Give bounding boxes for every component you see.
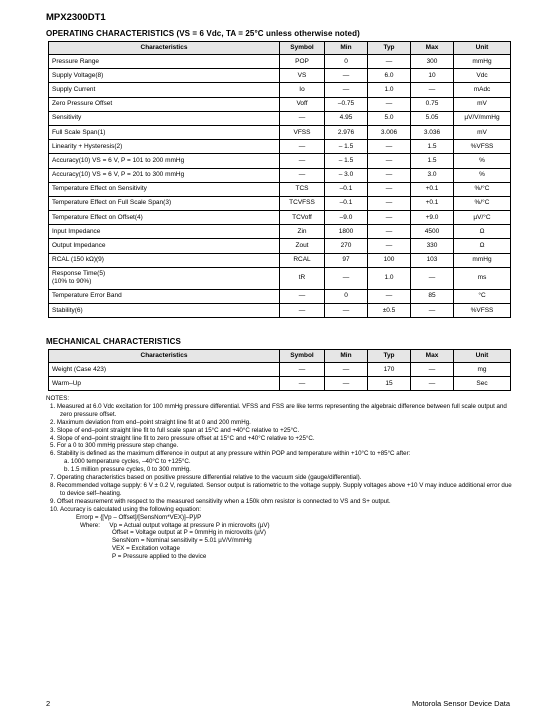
header-typ: Typ <box>368 350 411 363</box>
table-row <box>49 239 511 253</box>
cell-typ: 1.0 <box>368 83 411 97</box>
mechanical-characteristics-table <box>48 349 511 391</box>
cell-max: 4500 <box>411 225 454 239</box>
cell-min: — <box>325 377 368 391</box>
cell-char: Supply Current <box>49 83 280 97</box>
table-row <box>49 182 511 196</box>
cell-char: Input Impedance <box>49 225 280 239</box>
notes-section <box>46 395 516 561</box>
cell-symbol: POP <box>280 55 325 69</box>
cell-typ: 1.0 <box>368 267 411 289</box>
cell-unit: mg <box>454 363 511 377</box>
cell-max: 85 <box>411 289 454 303</box>
table-row <box>49 267 511 289</box>
note-item: 9. Offset measurement with respect to the measured sensitivity when a 150k ohm resistor is connected to VS and S+ output. <box>50 497 391 505</box>
cell-min: — <box>325 83 368 97</box>
cell-typ: — <box>368 154 411 168</box>
cell-max: +0.1 <box>411 182 454 196</box>
cell-min: – 1.5 <box>325 154 368 168</box>
cell-char: Stability(6) <box>49 304 280 318</box>
header-unit: Unit <box>454 350 511 363</box>
cell-symbol: TCS <box>280 182 325 196</box>
header-min: Min <box>325 42 368 55</box>
note-item: 1. Measured at 6.0 Vdc excitation for 100 mmHg pressure differential. VFSS and FSS are like terms representing the algebraic difference between full scale output and zero pressure offset. <box>50 402 507 418</box>
cell-symbol: — <box>280 168 325 182</box>
cell-symbol: tR <box>280 267 325 289</box>
notes-label: NOTES: <box>46 395 70 402</box>
cell-symbol: Io <box>280 83 325 97</box>
header-max: Max <box>411 350 454 363</box>
header-characteristics: Characteristics <box>49 350 280 363</box>
cell-typ: 100 <box>368 253 411 267</box>
cell-char: Supply Voltage(8) <box>49 69 280 83</box>
table-row <box>49 140 511 154</box>
cell-symbol: Zout <box>280 239 325 253</box>
cell-min: – 3.0 <box>325 168 368 182</box>
table-row <box>49 83 511 97</box>
header-symbol: Symbol <box>280 350 325 363</box>
note-sub-item: b. 1.5 million pressure cycles, 0 to 300 mmHg. <box>64 466 191 474</box>
cell-unit: % <box>454 168 511 182</box>
cell-typ: 5.0 <box>368 111 411 125</box>
cell-typ: 15 <box>368 377 411 391</box>
cell-unit: mV <box>454 97 511 111</box>
cell-unit: mmHg <box>454 55 511 69</box>
footer-publisher: Motorola Sensor Device Data <box>412 699 510 708</box>
cell-char: Weight (Case 423) <box>49 363 280 377</box>
table-row <box>49 253 511 267</box>
cell-min: — <box>325 363 368 377</box>
where-label: Where: <box>80 521 100 529</box>
where-definition: VEX = Excitation voltage <box>112 545 180 553</box>
cell-symbol: — <box>280 304 325 318</box>
note-item: 5. For a 0 to 300 mmHg pressure step change. <box>50 442 179 450</box>
page-number: 2 <box>46 699 51 708</box>
cell-symbol: VFSS <box>280 125 325 139</box>
note-item: 8. Recommended voltage supply: 6 V ± 0.2 V, regulated. Sensor output is ratiometric to the voltage supply. Supply voltages above +10 V may induce additional error due to device self–heating. <box>50 481 512 497</box>
cell-max: 1.5 <box>411 140 454 154</box>
cell-max: 0.75 <box>411 97 454 111</box>
cell-unit: Vdc <box>454 69 511 83</box>
cell-unit: µV/°C <box>454 211 511 225</box>
note-item: 3. Slope of end–point straight line fit to full scale span at 15°C and +40°C relative to +25°C. <box>50 426 300 434</box>
cell-char: Temperature Effect on Full Scale Span(3) <box>49 196 280 210</box>
cell-char: Full Scale Span(1) <box>49 125 280 139</box>
table-row <box>49 363 511 377</box>
cell-typ: 3.006 <box>368 125 411 139</box>
cell-min: 4.95 <box>325 111 368 125</box>
cell-typ: — <box>368 97 411 111</box>
cell-min: — <box>325 69 368 83</box>
cell-min: – 1.5 <box>325 140 368 154</box>
cell-symbol: Voff <box>280 97 325 111</box>
equation-where-first <box>46 522 516 530</box>
header-symbol: Symbol <box>280 42 325 55</box>
table-row <box>49 289 511 303</box>
cell-symbol: — <box>280 363 325 377</box>
cell-unit: mmHg <box>454 253 511 267</box>
cell-max: 3.0 <box>411 168 454 182</box>
cell-typ: — <box>368 196 411 210</box>
cell-unit: °C <box>454 289 511 303</box>
document-title: MPX2300DT1 <box>46 12 106 23</box>
cell-max: 1.5 <box>411 154 454 168</box>
cell-max: 330 <box>411 239 454 253</box>
cell-min: 97 <box>325 253 368 267</box>
cell-max: 300 <box>411 55 454 69</box>
note-item: 7. Operating characteristics based on positive pressure differential relative to the vacuum side (gauge/differential). <box>50 474 362 482</box>
cell-max: 103 <box>411 253 454 267</box>
cell-unit: %/°C <box>454 182 511 196</box>
cell-symbol: — <box>280 289 325 303</box>
cell-char: RCAL (150 kΩ)(9) <box>49 253 280 267</box>
cell-char: Pressure Range <box>49 55 280 69</box>
cell-char: Linearity + Hysteresis(2) <box>49 140 280 154</box>
cell-unit: µV/V/mmHg <box>454 111 511 125</box>
table-row <box>49 225 511 239</box>
cell-symbol: TCVoff <box>280 211 325 225</box>
cell-symbol: VS <box>280 69 325 83</box>
cell-typ: — <box>368 289 411 303</box>
cell-min: 0 <box>325 55 368 69</box>
cell-typ: 170 <box>368 363 411 377</box>
cell-min: –0.1 <box>325 196 368 210</box>
cell-max: — <box>411 304 454 318</box>
cell-max: 3.036 <box>411 125 454 139</box>
cell-char: Accuracy(10) VS = 6 V, P = 201 to 300 mmHg <box>49 168 280 182</box>
cell-unit: mV <box>454 125 511 139</box>
cell-unit: ms <box>454 267 511 289</box>
table-row <box>49 97 511 111</box>
cell-max: — <box>411 267 454 289</box>
table-header-row <box>49 42 511 55</box>
table-row <box>49 111 511 125</box>
cell-symbol: — <box>280 111 325 125</box>
operating-characteristics-table <box>48 41 511 318</box>
cell-symbol: — <box>280 140 325 154</box>
accuracy-equation: Errorp = {[Vp – Offset]/[SensNom*VEX)]–P}/P <box>76 513 202 521</box>
cell-symbol: RCAL <box>280 253 325 267</box>
table-row <box>49 211 511 225</box>
cell-char: Response Time(5) (10% to 90%) <box>49 267 280 289</box>
cell-typ: — <box>368 239 411 253</box>
cell-typ: — <box>368 55 411 69</box>
cell-typ: — <box>368 140 411 154</box>
cell-min: –0.1 <box>325 182 368 196</box>
note-item: 6. Stability is defined as the maximum difference in output at any pressure within POP and temperature within +10°C to +85°C after: <box>50 450 411 458</box>
cell-max: +0.1 <box>411 196 454 210</box>
cell-min: 1800 <box>325 225 368 239</box>
cell-min: 2.976 <box>325 125 368 139</box>
table-row <box>49 168 511 182</box>
note-item: 4. Slope of end–point straight line fit to zero pressure offset at 15°C and +40°C relative to +25°C. <box>50 434 315 442</box>
header-max: Max <box>411 42 454 55</box>
note-item: 2. Maximum deviation from end–point straight line fit at 0 and 200 mmHg. <box>50 418 251 426</box>
cell-unit: Ω <box>454 225 511 239</box>
table-row <box>49 154 511 168</box>
mechanical-characteristics-title: MECHANICAL CHARACTERISTICS <box>46 337 181 346</box>
cell-symbol: TCVFSS <box>280 196 325 210</box>
cell-max: 5.05 <box>411 111 454 125</box>
cell-char: Temperature Error Band <box>49 289 280 303</box>
cell-unit: %VFSS <box>454 304 511 318</box>
cell-max: — <box>411 377 454 391</box>
cell-max: 10 <box>411 69 454 83</box>
cell-max: +9.0 <box>411 211 454 225</box>
cell-min: –9.0 <box>325 211 368 225</box>
cell-unit: %VFSS <box>454 140 511 154</box>
cell-typ: — <box>368 225 411 239</box>
cell-char: Temperature Effect on Sensitivity <box>49 182 280 196</box>
table-row <box>49 196 511 210</box>
cell-char: Accuracy(10) VS = 6 V, P = 101 to 200 mmHg <box>49 154 280 168</box>
cell-char: Sensitivity <box>49 111 280 125</box>
cell-typ: — <box>368 211 411 225</box>
header-characteristics: Characteristics <box>49 42 280 55</box>
cell-unit: mAdc <box>454 83 511 97</box>
note-item: 10. Accuracy is calculated using the following equation: <box>50 505 201 513</box>
table-header-row <box>49 350 511 363</box>
cell-min: 270 <box>325 239 368 253</box>
cell-unit: %/°C <box>454 196 511 210</box>
cell-typ: — <box>368 168 411 182</box>
cell-symbol: Zin <box>280 225 325 239</box>
where-definition: Vp = Actual output voltage at pressure P in microvolts (µV) <box>109 521 270 529</box>
header-min: Min <box>325 350 368 363</box>
where-definition: Offset = Voltage output at P = 0mmHg in microvolts (µV) <box>112 529 266 537</box>
cell-min: –0.75 <box>325 97 368 111</box>
cell-min: — <box>325 267 368 289</box>
cell-typ: ±0.5 <box>368 304 411 318</box>
where-definition: SensNom = Nominal sensitivity = 5.01 µV/V/mmHg <box>112 537 252 545</box>
where-definition: P = Pressure applied to the device <box>112 553 207 561</box>
cell-char: Zero Pressure Offset <box>49 97 280 111</box>
cell-typ: — <box>368 182 411 196</box>
cell-unit: Sec <box>454 377 511 391</box>
cell-char: Temperature Effect on Offset(4) <box>49 211 280 225</box>
operating-characteristics-title: OPERATING CHARACTERISTICS (VS = 6 Vdc, TA = 25°C unless otherwise noted) <box>46 29 360 38</box>
header-typ: Typ <box>368 42 411 55</box>
table-row <box>49 125 511 139</box>
table-row <box>49 377 511 391</box>
cell-symbol: — <box>280 377 325 391</box>
cell-max: — <box>411 363 454 377</box>
cell-max: — <box>411 83 454 97</box>
cell-min: — <box>325 304 368 318</box>
note-sub-item: a. 1000 temperature cycles, –40°C to +125°C. <box>64 458 191 466</box>
table-row <box>49 304 511 318</box>
cell-symbol: — <box>280 154 325 168</box>
cell-unit: % <box>454 154 511 168</box>
header-unit: Unit <box>454 42 511 55</box>
cell-min: 0 <box>325 289 368 303</box>
cell-typ: 6.0 <box>368 69 411 83</box>
table-row <box>49 69 511 83</box>
cell-char: Warm–Up <box>49 377 280 391</box>
cell-char: Output Impedance <box>49 239 280 253</box>
cell-unit: Ω <box>454 239 511 253</box>
table-row <box>49 55 511 69</box>
